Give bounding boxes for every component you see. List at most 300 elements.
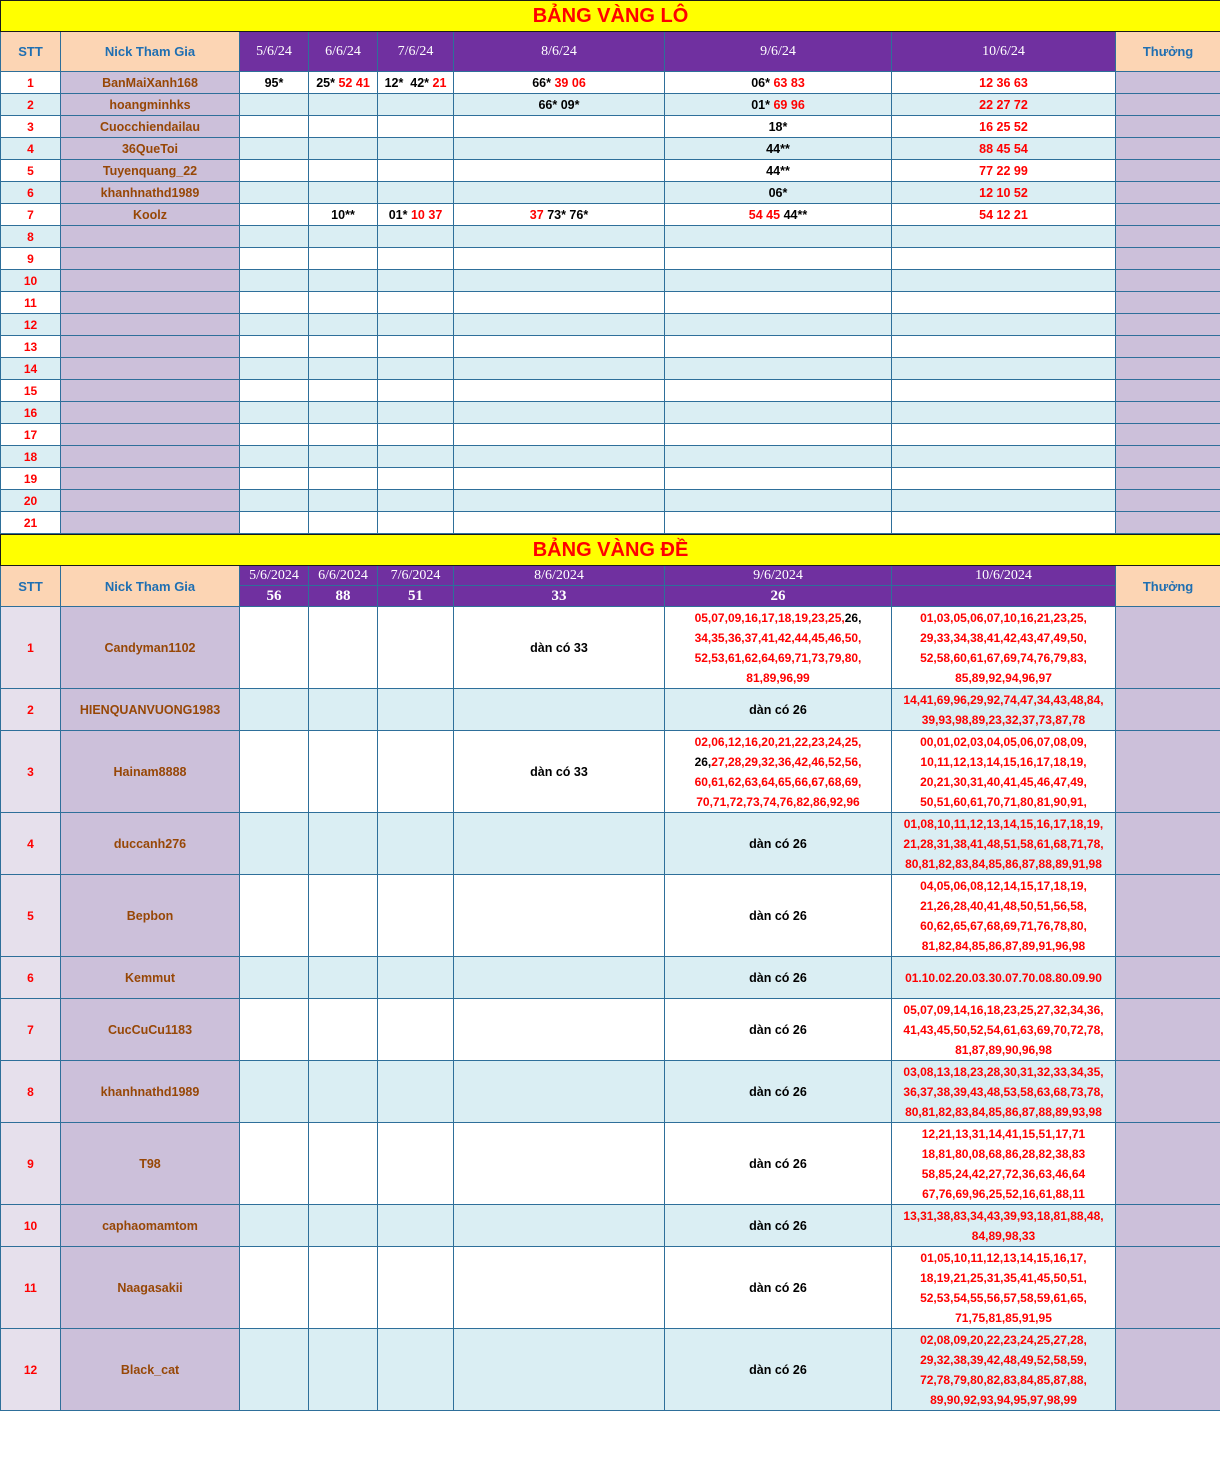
table-row <box>1 116 1220 138</box>
lo-pick-cell <box>665 512 892 534</box>
reward-cell <box>1116 94 1220 116</box>
table-row <box>1 957 1220 999</box>
de-pick-cell <box>454 875 665 957</box>
lo-pick-cell <box>378 204 454 226</box>
pick-number: 22 27 72 <box>979 97 1028 112</box>
lo-pick-cell <box>665 292 892 314</box>
pick-line: 39,93,98,89,23,32,37,73,87,78 <box>921 712 1086 727</box>
player-nick <box>61 226 240 248</box>
lo-pick-cell <box>309 468 378 490</box>
de-pick-cell <box>240 957 309 999</box>
de-pick-cell <box>309 813 378 875</box>
de-date-header: 6/6/2024 <box>309 566 378 586</box>
pick-line: 18,19,21,25,31,35,41,45,50,51, <box>920 1270 1087 1285</box>
reward-cell <box>1116 1247 1220 1329</box>
de-table <box>0 534 1220 1411</box>
de-pick-cell <box>378 689 454 731</box>
player-nick <box>61 358 240 380</box>
de-thuong-header: Thưởng <box>1116 566 1220 607</box>
pick-number: 18* <box>768 119 788 134</box>
de-pick-cell <box>892 1247 1116 1329</box>
de-pick-cell: dàn có 26 <box>665 1061 892 1123</box>
lo-pick-cell <box>454 512 665 534</box>
lo-pick-cell <box>309 336 378 358</box>
reward-cell <box>1116 402 1220 424</box>
reward-cell <box>1116 875 1220 957</box>
de-pick-cell: dàn có 26 <box>665 1247 892 1329</box>
pick-number: 10** <box>331 207 355 222</box>
pick-line: 36,37,38,39,43,48,53,58,63,68,73,78, <box>903 1084 1104 1099</box>
de-pick-cell <box>454 1205 665 1247</box>
lo-pick-cell <box>892 160 1116 182</box>
de-pick-cell <box>892 1061 1116 1123</box>
de-pick-cell <box>240 1061 309 1123</box>
player-nick <box>61 292 240 314</box>
lo-pick-cell <box>454 424 665 446</box>
pick-line: 70,71,72,73,74,76,82,86,92,96 <box>696 794 860 809</box>
de-pick-cell <box>309 1123 378 1205</box>
lo-pick-cell <box>454 160 665 182</box>
pick-line: 81,82,84,85,86,87,89,91,96,98 <box>921 938 1086 953</box>
lo-pick-cell <box>665 182 892 204</box>
table-row <box>1 292 1220 314</box>
lo-pick-cell <box>454 182 665 204</box>
row-stt: 3 <box>1 731 61 813</box>
de-pick-cell <box>309 999 378 1061</box>
lo-date-header: 8/6/24 <box>454 32 665 72</box>
player-nick: BanMaiXanh168 <box>61 72 240 94</box>
pick-number: 54 12 21 <box>979 207 1028 222</box>
lo-pick-cell <box>240 94 309 116</box>
de-pick-cell <box>240 999 309 1061</box>
pick-line: 10,11,12,13,14,15,16,17,18,19, <box>920 754 1087 769</box>
de-pick-cell <box>378 1061 454 1123</box>
de-pick-cell: dàn có 26 <box>665 875 892 957</box>
lo-pick-cell <box>309 138 378 160</box>
pick-line: 29,32,38,39,42,48,49,52,58,59, <box>920 1352 1087 1367</box>
player-nick <box>61 402 240 424</box>
lo-pick-cell <box>378 248 454 270</box>
pick-number: 10 37 <box>410 207 443 222</box>
lo-pick-cell <box>892 72 1116 94</box>
lo-pick-cell <box>378 314 454 336</box>
de-date-header: 10/6/2024 <box>892 566 1116 586</box>
table-row <box>1 689 1220 731</box>
lo-pick-cell <box>309 380 378 402</box>
row-stt: 6 <box>1 182 61 204</box>
lo-pick-cell <box>240 512 309 534</box>
de-pick-cell <box>454 1123 665 1205</box>
lo-pick-cell <box>309 72 378 94</box>
lo-pick-cell <box>892 182 1116 204</box>
table-row <box>1 446 1220 468</box>
player-nick: caphaomamtom <box>61 1205 240 1247</box>
lo-pick-cell <box>240 292 309 314</box>
row-stt: 17 <box>1 424 61 446</box>
table-row <box>1 270 1220 292</box>
de-pick-cell <box>378 731 454 813</box>
lo-date-header: 10/6/24 <box>892 32 1116 72</box>
lo-pick-cell <box>240 182 309 204</box>
row-stt: 12 <box>1 314 61 336</box>
pick-line: 67,76,69,96,25,52,16,61,88,11 <box>922 1186 1085 1201</box>
de-pick-cell <box>892 731 1116 813</box>
de-pick-cell <box>378 875 454 957</box>
lo-pick-cell <box>240 226 309 248</box>
de-pick-cell <box>454 813 665 875</box>
lo-pick-cell <box>378 468 454 490</box>
lo-pick-cell <box>454 138 665 160</box>
lo-pick-cell <box>665 468 892 490</box>
player-nick: T98 <box>61 1123 240 1205</box>
lo-pick-cell <box>240 446 309 468</box>
de-pick-cell <box>892 1123 1116 1205</box>
de-pick-cell <box>454 1329 665 1411</box>
de-pick-cell <box>892 957 1116 999</box>
reward-cell <box>1116 270 1220 292</box>
de-pick-cell: dàn có 33 <box>454 607 665 689</box>
row-stt: 6 <box>1 957 61 999</box>
lo-pick-cell <box>665 248 892 270</box>
lo-title: BẢNG VÀNG LÔ <box>1 1 1220 32</box>
player-nick: Kemmut <box>61 957 240 999</box>
de-pick-cell <box>240 1123 309 1205</box>
player-nick: Hainam8888 <box>61 731 240 813</box>
pick-number: 73* 76* <box>547 207 589 222</box>
row-stt: 15 <box>1 380 61 402</box>
pick-number: 63 83 <box>773 75 805 90</box>
pick-line: 05,07,09,14,16,18,23,25,27,32,34,36, <box>903 1002 1104 1017</box>
reward-cell <box>1116 292 1220 314</box>
lo-pick-cell <box>309 512 378 534</box>
de-date-header: 8/6/2024 <box>454 566 665 586</box>
pick-line: 81,89,96,99 <box>746 670 810 685</box>
lo-pick-cell <box>309 490 378 512</box>
row-stt: 13 <box>1 336 61 358</box>
table-row <box>1 999 1220 1061</box>
lo-pick-cell <box>892 314 1116 336</box>
lo-pick-cell <box>665 358 892 380</box>
lo-pick-cell <box>665 72 892 94</box>
pick-line: 20,21,30,31,40,41,45,46,47,49, <box>920 774 1087 789</box>
lo-pick-cell <box>665 380 892 402</box>
lo-pick-cell <box>892 380 1116 402</box>
lo-pick-cell <box>665 446 892 468</box>
row-stt: 4 <box>1 813 61 875</box>
row-stt: 1 <box>1 72 61 94</box>
lo-pick-cell <box>240 468 309 490</box>
lo-table <box>0 0 1220 534</box>
table-row <box>1 72 1220 94</box>
lo-pick-cell <box>309 204 378 226</box>
table-row <box>1 226 1220 248</box>
player-nick: khanhnathd1989 <box>61 182 240 204</box>
reward-cell <box>1116 813 1220 875</box>
lo-pick-cell <box>378 336 454 358</box>
reward-cell <box>1116 999 1220 1061</box>
player-nick <box>61 314 240 336</box>
row-stt: 11 <box>1 292 61 314</box>
de-pick-cell <box>454 1061 665 1123</box>
lo-pick-cell <box>378 424 454 446</box>
reward-cell <box>1116 446 1220 468</box>
lo-pick-cell <box>378 160 454 182</box>
de-pick-cell <box>309 1061 378 1123</box>
pick-line: 13,31,38,83,34,43,39,93,18,81,88,48, <box>903 1208 1104 1223</box>
row-stt: 7 <box>1 999 61 1061</box>
pick-line: 01,05,10,11,12,13,14,15,16,17, <box>920 1250 1087 1265</box>
de-pick-cell: dàn có 26 <box>665 689 892 731</box>
row-stt: 10 <box>1 1205 61 1247</box>
pick-number: 21 <box>432 75 447 90</box>
reward-cell <box>1116 1205 1220 1247</box>
player-nick: khanhnathd1989 <box>61 1061 240 1123</box>
pick-line: 80,81,82,83,84,85,86,87,88,89,91,98 <box>905 856 1102 871</box>
de-pick-cell <box>309 1247 378 1329</box>
lo-pick-cell <box>665 490 892 512</box>
reward-cell <box>1116 1329 1220 1411</box>
lo-pick-cell <box>309 314 378 336</box>
lo-pick-cell <box>892 402 1116 424</box>
pick-line: 21,26,28,40,41,48,50,51,56,58, <box>920 898 1087 913</box>
row-stt: 8 <box>1 226 61 248</box>
table-row <box>1 1329 1220 1411</box>
de-pick-cell <box>240 607 309 689</box>
reward-cell <box>1116 490 1220 512</box>
lo-pick-cell <box>309 182 378 204</box>
lo-pick-cell <box>665 314 892 336</box>
pick-line: 71,75,81,85,91,95 <box>955 1310 1052 1325</box>
lo-pick-cell <box>665 226 892 248</box>
lo-pick-cell <box>378 270 454 292</box>
reward-cell <box>1116 204 1220 226</box>
lo-pick-cell <box>240 160 309 182</box>
de-pick-cell <box>892 1329 1116 1411</box>
player-nick <box>61 446 240 468</box>
row-stt: 5 <box>1 160 61 182</box>
lo-pick-cell <box>454 358 665 380</box>
lo-pick-cell <box>240 72 309 94</box>
row-stt: 11 <box>1 1247 61 1329</box>
row-stt: 21 <box>1 512 61 534</box>
lo-pick-cell <box>892 204 1116 226</box>
pick-line: 52,58,60,61,67,69,74,76,79,83, <box>920 650 1087 665</box>
table-row <box>1 94 1220 116</box>
lo-pick-cell <box>454 402 665 424</box>
de-pick-cell <box>240 1205 309 1247</box>
pick-line: 12,21,13,31,14,41,15,51,17,71 <box>921 1126 1086 1141</box>
table-row <box>1 607 1220 689</box>
lo-pick-cell <box>454 336 665 358</box>
pick-line: 02,06,12,16,20,21,22,23,24,25, <box>694 734 862 749</box>
table-row <box>1 1247 1220 1329</box>
de-date-header: 5/6/2024 <box>240 566 309 586</box>
lo-pick-cell <box>378 292 454 314</box>
de-pick-cell <box>309 607 378 689</box>
de-pick-cell <box>454 1247 665 1329</box>
row-stt: 2 <box>1 94 61 116</box>
lo-pick-cell <box>892 446 1116 468</box>
pick-line: 14,41,69,96,29,92,74,47,34,43,48,84, <box>903 692 1104 707</box>
lo-pick-cell <box>240 490 309 512</box>
de-nick-header: Nick Tham Gia <box>61 566 240 607</box>
pick-number: 44** <box>766 163 790 178</box>
row-stt: 8 <box>1 1061 61 1123</box>
pick-number: 06* <box>768 185 788 200</box>
lo-pick-cell <box>454 446 665 468</box>
de-title: BẢNG VÀNG ĐỀ <box>1 535 1220 566</box>
de-pick-cell <box>309 875 378 957</box>
reward-cell <box>1116 607 1220 689</box>
reward-cell <box>1116 72 1220 94</box>
de-pick-cell <box>665 607 892 689</box>
pick-number: 26, <box>694 754 712 769</box>
pick-line: 81,87,89,90,96,98 <box>955 1042 1052 1057</box>
row-stt: 1 <box>1 607 61 689</box>
lo-pick-cell <box>378 490 454 512</box>
pick-number: 26, <box>844 610 862 625</box>
pick-number: 69 96 <box>773 97 805 112</box>
reward-cell <box>1116 226 1220 248</box>
pick-number: 44** <box>766 141 790 156</box>
lo-pick-cell <box>240 424 309 446</box>
lo-pick-cell <box>309 402 378 424</box>
lo-pick-cell <box>665 424 892 446</box>
de-pick-cell <box>892 607 1116 689</box>
table-row <box>1 813 1220 875</box>
table-row <box>1 380 1220 402</box>
de-pick-cell: dàn có 26 <box>665 1329 892 1411</box>
lo-pick-cell <box>378 512 454 534</box>
table-row <box>1 490 1220 512</box>
de-pick-cell <box>309 957 378 999</box>
pick-number: 37 <box>529 207 548 222</box>
player-nick: hoangminhks <box>61 94 240 116</box>
pick-number: 88 45 54 <box>979 141 1028 156</box>
de-pick-cell <box>378 1123 454 1205</box>
lo-pick-cell <box>665 336 892 358</box>
lo-thuong-header: Thưởng <box>1116 32 1220 72</box>
table-row <box>1 160 1220 182</box>
lo-pick-cell <box>378 446 454 468</box>
lo-pick-cell <box>309 116 378 138</box>
de-pick-cell <box>892 999 1116 1061</box>
de-pick-cell <box>378 1205 454 1247</box>
lo-pick-cell <box>892 512 1116 534</box>
pick-number: 16 25 52 <box>979 119 1028 134</box>
lo-date-header: 9/6/24 <box>665 32 892 72</box>
lo-pick-cell <box>309 160 378 182</box>
player-nick <box>61 248 240 270</box>
de-pick-cell <box>454 689 665 731</box>
reward-cell <box>1116 248 1220 270</box>
de-result: 88 <box>309 586 378 607</box>
table-row <box>1 875 1220 957</box>
player-nick: Tuyenquang_22 <box>61 160 240 182</box>
lo-stt-header: STT <box>1 32 61 72</box>
pick-number: 12* 42* <box>384 75 433 90</box>
row-stt: 18 <box>1 446 61 468</box>
player-nick <box>61 424 240 446</box>
pick-line: 41,43,45,50,52,54,61,63,69,70,72,78, <box>903 1022 1104 1037</box>
lo-pick-cell <box>892 270 1116 292</box>
lo-pick-cell <box>378 72 454 94</box>
player-nick <box>61 490 240 512</box>
lo-pick-cell <box>454 468 665 490</box>
pick-line: 52,53,54,55,56,57,58,59,61,65, <box>920 1290 1087 1305</box>
lo-pick-cell <box>240 314 309 336</box>
lo-pick-cell <box>892 116 1116 138</box>
pick-number: 44** <box>783 207 808 222</box>
lo-nick-header: Nick Tham Gia <box>61 32 240 72</box>
reward-cell <box>1116 957 1220 999</box>
de-pick-cell <box>378 999 454 1061</box>
pick-line: 80,81,82,83,84,85,86,87,88,89,93,98 <box>905 1104 1102 1119</box>
de-pick-cell <box>378 813 454 875</box>
pick-line: 58,85,24,42,27,72,36,63,46,64 <box>921 1166 1086 1181</box>
pick-line: 18,81,80,08,68,86,28,82,38,83 <box>921 1146 1086 1161</box>
row-stt: 2 <box>1 689 61 731</box>
reward-cell <box>1116 138 1220 160</box>
de-pick-cell <box>309 689 378 731</box>
de-pick-cell: dàn có 26 <box>665 1205 892 1247</box>
pick-line: 29,33,34,38,41,42,43,47,49,50, <box>920 630 1087 645</box>
lo-pick-cell <box>892 292 1116 314</box>
player-nick: CucCuCu1183 <box>61 999 240 1061</box>
pick-number: 66* <box>532 75 555 90</box>
de-pick-cell <box>309 1329 378 1411</box>
lo-pick-cell <box>309 248 378 270</box>
lo-pick-cell <box>309 446 378 468</box>
player-nick: HIENQUANVUONG1983 <box>61 689 240 731</box>
de-pick-cell: dàn có 26 <box>665 813 892 875</box>
lo-pick-cell <box>454 204 665 226</box>
table-row <box>1 1061 1220 1123</box>
de-date-header: 9/6/2024 <box>665 566 892 586</box>
table-row <box>1 138 1220 160</box>
lo-pick-cell <box>892 138 1116 160</box>
lo-pick-cell <box>454 270 665 292</box>
pick-line: 01,03,05,06,07,10,16,21,23,25, <box>920 610 1087 625</box>
player-nick: Naagasakii <box>61 1247 240 1329</box>
de-pick-cell <box>240 813 309 875</box>
table-row <box>1 468 1220 490</box>
de-pick-cell <box>454 957 665 999</box>
table-row <box>1 1123 1220 1205</box>
player-nick: Koolz <box>61 204 240 226</box>
reward-cell <box>1116 1061 1220 1123</box>
pick-line: 60,61,62,63,64,65,66,67,68,69, <box>694 774 862 789</box>
pick-line: 02,08,09,20,22,23,24,25,27,28, <box>920 1332 1087 1347</box>
lo-pick-cell <box>454 490 665 512</box>
player-nick: Black_cat <box>61 1329 240 1411</box>
pick-number: 54 45 <box>748 207 784 222</box>
lo-pick-cell <box>240 380 309 402</box>
row-stt: 12 <box>1 1329 61 1411</box>
lo-pick-cell <box>240 204 309 226</box>
lo-pick-cell <box>240 270 309 292</box>
player-nick: duccanh276 <box>61 813 240 875</box>
row-stt: 20 <box>1 490 61 512</box>
lo-pick-cell <box>454 94 665 116</box>
lo-pick-cell <box>892 336 1116 358</box>
de-pick-cell <box>378 1329 454 1411</box>
lo-pick-cell <box>454 292 665 314</box>
de-pick-cell <box>378 957 454 999</box>
pick-line: 01,08,10,11,12,13,14,15,16,17,18,19, <box>903 816 1104 831</box>
pick-number: 52 41 <box>338 75 370 90</box>
lo-pick-cell <box>892 424 1116 446</box>
